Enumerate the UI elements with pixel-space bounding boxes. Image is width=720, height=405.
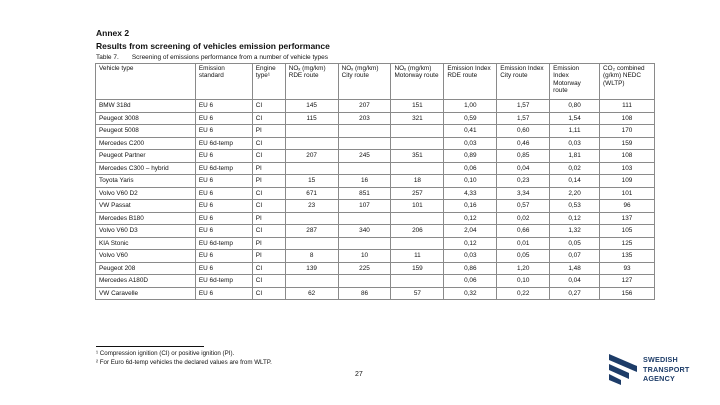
cell-index-city: 0,66 bbox=[497, 225, 550, 238]
cell-nox-rde bbox=[285, 212, 338, 225]
cell-index-rde: 0,16 bbox=[444, 200, 497, 213]
logo-line-2: TRANSPORT bbox=[643, 364, 690, 374]
header-index-city: Emission Index City route bbox=[497, 64, 550, 100]
cell-engine-type: PI bbox=[252, 212, 285, 225]
footnote-divider bbox=[96, 346, 204, 347]
cell-index-motorway: 0,04 bbox=[550, 275, 600, 288]
cell-nox-motorway bbox=[391, 212, 444, 225]
logo-line-1: SWEDISH bbox=[643, 355, 678, 364]
table-row bbox=[96, 200, 655, 213]
cell-index-motorway: 1,11 bbox=[550, 125, 600, 138]
table-row bbox=[96, 262, 655, 275]
cell-index-motorway: 0,53 bbox=[550, 200, 600, 213]
table-row bbox=[96, 175, 655, 188]
cell-nox-city: 225 bbox=[338, 262, 391, 275]
cell-co2-combined: 108 bbox=[600, 112, 655, 125]
cell-nox-rde bbox=[285, 162, 338, 175]
cell-engine-type: CI bbox=[252, 225, 285, 238]
cell-nox-motorway bbox=[391, 275, 444, 288]
cell-nox-rde bbox=[285, 137, 338, 150]
table-row bbox=[96, 212, 655, 225]
cell-co2-combined: 103 bbox=[600, 162, 655, 175]
cell-index-motorway: 0,80 bbox=[550, 100, 600, 113]
cell-nox-city bbox=[338, 212, 391, 225]
agency-logo-icon bbox=[607, 352, 639, 386]
cell-emission-standard: EU 6 bbox=[195, 125, 252, 138]
cell-nox-rde: 15 bbox=[285, 175, 338, 188]
cell-co2-combined: 96 bbox=[600, 200, 655, 213]
cell-vehicle-type: KIA Stonic bbox=[96, 237, 196, 250]
cell-vehicle-type: Volvo V60 D2 bbox=[96, 187, 196, 200]
cell-index-city: 1,57 bbox=[497, 100, 550, 113]
cell-index-city: 1,57 bbox=[497, 112, 550, 125]
emissions-table bbox=[95, 63, 655, 300]
cell-engine-type: CI bbox=[252, 100, 285, 113]
cell-nox-motorway: 57 bbox=[391, 287, 444, 300]
cell-nox-motorway bbox=[391, 162, 444, 175]
footnote-1: ¹ Compression ignition (CI) or positive ignition (PI). bbox=[96, 350, 235, 357]
table-row bbox=[96, 100, 655, 113]
cell-index-rde: 0,86 bbox=[444, 262, 497, 275]
cell-co2-combined: 108 bbox=[600, 150, 655, 163]
cell-nox-motorway: 257 bbox=[391, 187, 444, 200]
cell-index-city: 0,22 bbox=[497, 287, 550, 300]
cell-nox-city bbox=[338, 162, 391, 175]
table-row bbox=[96, 225, 655, 238]
cell-nox-motorway: 151 bbox=[391, 100, 444, 113]
cell-vehicle-type: BMW 318d bbox=[96, 100, 196, 113]
cell-engine-type: PI bbox=[252, 250, 285, 263]
table-row bbox=[96, 187, 655, 200]
footnote-2: ² For Euro 6d-temp vehicles the declared values are from WLTP. bbox=[96, 359, 272, 366]
cell-engine-type: CI bbox=[252, 262, 285, 275]
cell-index-city: 0,02 bbox=[497, 212, 550, 225]
cell-index-rde: 0,12 bbox=[444, 212, 497, 225]
cell-nox-motorway: 18 bbox=[391, 175, 444, 188]
cell-nox-motorway: 11 bbox=[391, 250, 444, 263]
cell-co2-combined: 105 bbox=[600, 225, 655, 238]
cell-nox-motorway: 159 bbox=[391, 262, 444, 275]
cell-index-rde: 0,32 bbox=[444, 287, 497, 300]
cell-index-city: 0,60 bbox=[497, 125, 550, 138]
cell-index-city: 0,46 bbox=[497, 137, 550, 150]
cell-index-city: 0,10 bbox=[497, 275, 550, 288]
cell-index-motorway: 0,05 bbox=[550, 237, 600, 250]
table-header-row bbox=[96, 64, 655, 100]
header-index-rde: Emission Index RDE route bbox=[444, 64, 497, 100]
cell-vehicle-type: Volvo V60 D3 bbox=[96, 225, 196, 238]
cell-nox-motorway: 321 bbox=[391, 112, 444, 125]
cell-index-city: 1,20 bbox=[497, 262, 550, 275]
cell-index-city: 0,23 bbox=[497, 175, 550, 188]
cell-vehicle-type: Mercedes B180 bbox=[96, 212, 196, 225]
cell-co2-combined: 137 bbox=[600, 212, 655, 225]
cell-vehicle-type: Peugeot 5008 bbox=[96, 125, 196, 138]
table-row bbox=[96, 137, 655, 150]
cell-index-motorway: 1,81 bbox=[550, 150, 600, 163]
table-caption-text: Screening of emissions performance from a number of vehicle types bbox=[131, 54, 328, 61]
cell-nox-rde: 671 bbox=[285, 187, 338, 200]
table-row bbox=[96, 237, 655, 250]
cell-emission-standard: EU 6d-temp bbox=[195, 137, 252, 150]
cell-emission-standard: EU 6 bbox=[195, 200, 252, 213]
table-row bbox=[96, 150, 655, 163]
cell-index-rde: 4,33 bbox=[444, 187, 497, 200]
cell-emission-standard: EU 6 bbox=[195, 100, 252, 113]
cell-index-rde: 0,59 bbox=[444, 112, 497, 125]
table-caption-label: Table 7. bbox=[96, 54, 119, 61]
cell-index-motorway: 2,20 bbox=[550, 187, 600, 200]
cell-index-rde: 0,89 bbox=[444, 150, 497, 163]
cell-nox-rde: 287 bbox=[285, 225, 338, 238]
cell-nox-city: 86 bbox=[338, 287, 391, 300]
cell-engine-type: PI bbox=[252, 162, 285, 175]
cell-nox-motorway bbox=[391, 125, 444, 138]
header-vehicle-type: Vehicle type bbox=[96, 64, 196, 100]
cell-co2-combined: 101 bbox=[600, 187, 655, 200]
cell-nox-rde: 207 bbox=[285, 150, 338, 163]
header-co2-combined: CO₂ combined (g/km) NEDC (WLTP) bbox=[600, 64, 655, 100]
cell-nox-city: 107 bbox=[338, 200, 391, 213]
cell-nox-city: 340 bbox=[338, 225, 391, 238]
table-row bbox=[96, 250, 655, 263]
cell-engine-type: PI bbox=[252, 237, 285, 250]
cell-index-city: 0,05 bbox=[497, 250, 550, 263]
cell-nox-rde: 115 bbox=[285, 112, 338, 125]
table-row bbox=[96, 125, 655, 138]
cell-co2-combined: 156 bbox=[600, 287, 655, 300]
cell-co2-combined: 170 bbox=[600, 125, 655, 138]
cell-index-motorway: 1,48 bbox=[550, 262, 600, 275]
cell-emission-standard: EU 6 bbox=[195, 250, 252, 263]
cell-nox-rde bbox=[285, 237, 338, 250]
cell-index-motorway: 0,12 bbox=[550, 212, 600, 225]
cell-index-city: 0,57 bbox=[497, 200, 550, 213]
cell-vehicle-type: Peugeot Partner bbox=[96, 150, 196, 163]
cell-co2-combined: 93 bbox=[600, 262, 655, 275]
cell-nox-city bbox=[338, 125, 391, 138]
cell-index-rde: 0,06 bbox=[444, 162, 497, 175]
cell-index-rde: 0,41 bbox=[444, 125, 497, 138]
table-row bbox=[96, 162, 655, 175]
cell-engine-type: CI bbox=[252, 150, 285, 163]
cell-emission-standard: EU 6 bbox=[195, 112, 252, 125]
agency-logo bbox=[607, 352, 707, 386]
cell-nox-rde bbox=[285, 275, 338, 288]
cell-nox-city: 851 bbox=[338, 187, 391, 200]
cell-emission-standard: EU 6 bbox=[195, 225, 252, 238]
page-heading: Results from screening of vehicles emission performance bbox=[96, 41, 330, 51]
cell-index-rde: 2,04 bbox=[444, 225, 497, 238]
cell-vehicle-type: Peugeot 208 bbox=[96, 262, 196, 275]
table-body bbox=[96, 100, 655, 300]
cell-co2-combined: 125 bbox=[600, 237, 655, 250]
cell-nox-motorway: 206 bbox=[391, 225, 444, 238]
cell-emission-standard: EU 6d-temp bbox=[195, 275, 252, 288]
cell-emission-standard: EU 6 bbox=[195, 287, 252, 300]
cell-engine-type: CI bbox=[252, 112, 285, 125]
cell-nox-city: 207 bbox=[338, 100, 391, 113]
cell-nox-motorway bbox=[391, 237, 444, 250]
cell-co2-combined: 159 bbox=[600, 137, 655, 150]
cell-index-motorway: 0,02 bbox=[550, 162, 600, 175]
cell-engine-type: CI bbox=[252, 200, 285, 213]
cell-nox-city: 245 bbox=[338, 150, 391, 163]
cell-emission-standard: EU 6 bbox=[195, 212, 252, 225]
header-emission-standard: Emission standard bbox=[195, 64, 252, 100]
cell-engine-type: CI bbox=[252, 287, 285, 300]
cell-index-motorway: 0,03 bbox=[550, 137, 600, 150]
cell-nox-city bbox=[338, 275, 391, 288]
cell-nox-rde: 23 bbox=[285, 200, 338, 213]
cell-co2-combined: 135 bbox=[600, 250, 655, 263]
table-caption bbox=[96, 54, 328, 61]
cell-vehicle-type: Peugeot 3008 bbox=[96, 112, 196, 125]
cell-vehicle-type: Toyota Yaris bbox=[96, 175, 196, 188]
header-index-motorway: Emission Index Motorway route bbox=[550, 64, 600, 100]
cell-nox-motorway: 351 bbox=[391, 150, 444, 163]
cell-index-rde: 0,03 bbox=[444, 137, 497, 150]
cell-nox-city: 203 bbox=[338, 112, 391, 125]
header-engine-type: Engine type¹ bbox=[252, 64, 285, 100]
cell-index-rde: 0,10 bbox=[444, 175, 497, 188]
cell-vehicle-type: Mercedes C300 – hybrid bbox=[96, 162, 196, 175]
cell-emission-standard: EU 6 bbox=[195, 150, 252, 163]
cell-index-rde: 1,00 bbox=[444, 100, 497, 113]
cell-nox-rde: 145 bbox=[285, 100, 338, 113]
cell-emission-standard: EU 6 bbox=[195, 187, 252, 200]
cell-index-rde: 0,03 bbox=[444, 250, 497, 263]
cell-engine-type: PI bbox=[252, 175, 285, 188]
cell-index-motorway: 0,27 bbox=[550, 287, 600, 300]
cell-nox-rde bbox=[285, 125, 338, 138]
cell-nox-rde: 139 bbox=[285, 262, 338, 275]
cell-index-motorway: 0,07 bbox=[550, 250, 600, 263]
cell-nox-city: 16 bbox=[338, 175, 391, 188]
cell-index-rde: 0,12 bbox=[444, 237, 497, 250]
cell-emission-standard: EU 6 bbox=[195, 262, 252, 275]
cell-engine-type: CI bbox=[252, 275, 285, 288]
cell-nox-rde: 8 bbox=[285, 250, 338, 263]
cell-index-motorway: 1,54 bbox=[550, 112, 600, 125]
cell-index-city: 0,04 bbox=[497, 162, 550, 175]
cell-emission-standard: EU 6 bbox=[195, 175, 252, 188]
cell-nox-city bbox=[338, 237, 391, 250]
cell-engine-type: PI bbox=[252, 125, 285, 138]
cell-co2-combined: 111 bbox=[600, 100, 655, 113]
header-nox-city: NOₓ (mg/km) City route bbox=[338, 64, 391, 100]
header-nox-motorway: NOₓ (mg/km) Motorway route bbox=[391, 64, 444, 100]
cell-nox-city: 10 bbox=[338, 250, 391, 263]
cell-index-city: 0,85 bbox=[497, 150, 550, 163]
header-nox-rde: NOₓ (mg/km) RDE route bbox=[285, 64, 338, 100]
cell-vehicle-type: Mercedes C200 bbox=[96, 137, 196, 150]
cell-nox-rde: 62 bbox=[285, 287, 338, 300]
cell-nox-motorway: 101 bbox=[391, 200, 444, 213]
cell-vehicle-type: VW Caravelle bbox=[96, 287, 196, 300]
agency-logo-text bbox=[643, 355, 690, 384]
cell-nox-motorway bbox=[391, 137, 444, 150]
cell-emission-standard: EU 6d-temp bbox=[195, 237, 252, 250]
cell-engine-type: CI bbox=[252, 187, 285, 200]
cell-index-city: 3,34 bbox=[497, 187, 550, 200]
page-number: 27 bbox=[355, 371, 363, 378]
cell-engine-type: CI bbox=[252, 137, 285, 150]
cell-vehicle-type: Mercedes A180D bbox=[96, 275, 196, 288]
table-row bbox=[96, 275, 655, 288]
table-row bbox=[96, 112, 655, 125]
cell-vehicle-type: VW Passat bbox=[96, 200, 196, 213]
cell-co2-combined: 109 bbox=[600, 175, 655, 188]
logo-line-3: AGENCY bbox=[643, 374, 675, 383]
cell-co2-combined: 127 bbox=[600, 275, 655, 288]
cell-index-city: 0,01 bbox=[497, 237, 550, 250]
cell-nox-city bbox=[338, 137, 391, 150]
cell-emission-standard: EU 6d-temp bbox=[195, 162, 252, 175]
cell-index-motorway: 1,32 bbox=[550, 225, 600, 238]
cell-index-rde: 0,06 bbox=[444, 275, 497, 288]
annex-label: Annex 2 bbox=[96, 28, 130, 38]
cell-index-motorway: 0,14 bbox=[550, 175, 600, 188]
table-row bbox=[96, 287, 655, 300]
cell-vehicle-type: Volvo V60 bbox=[96, 250, 196, 263]
